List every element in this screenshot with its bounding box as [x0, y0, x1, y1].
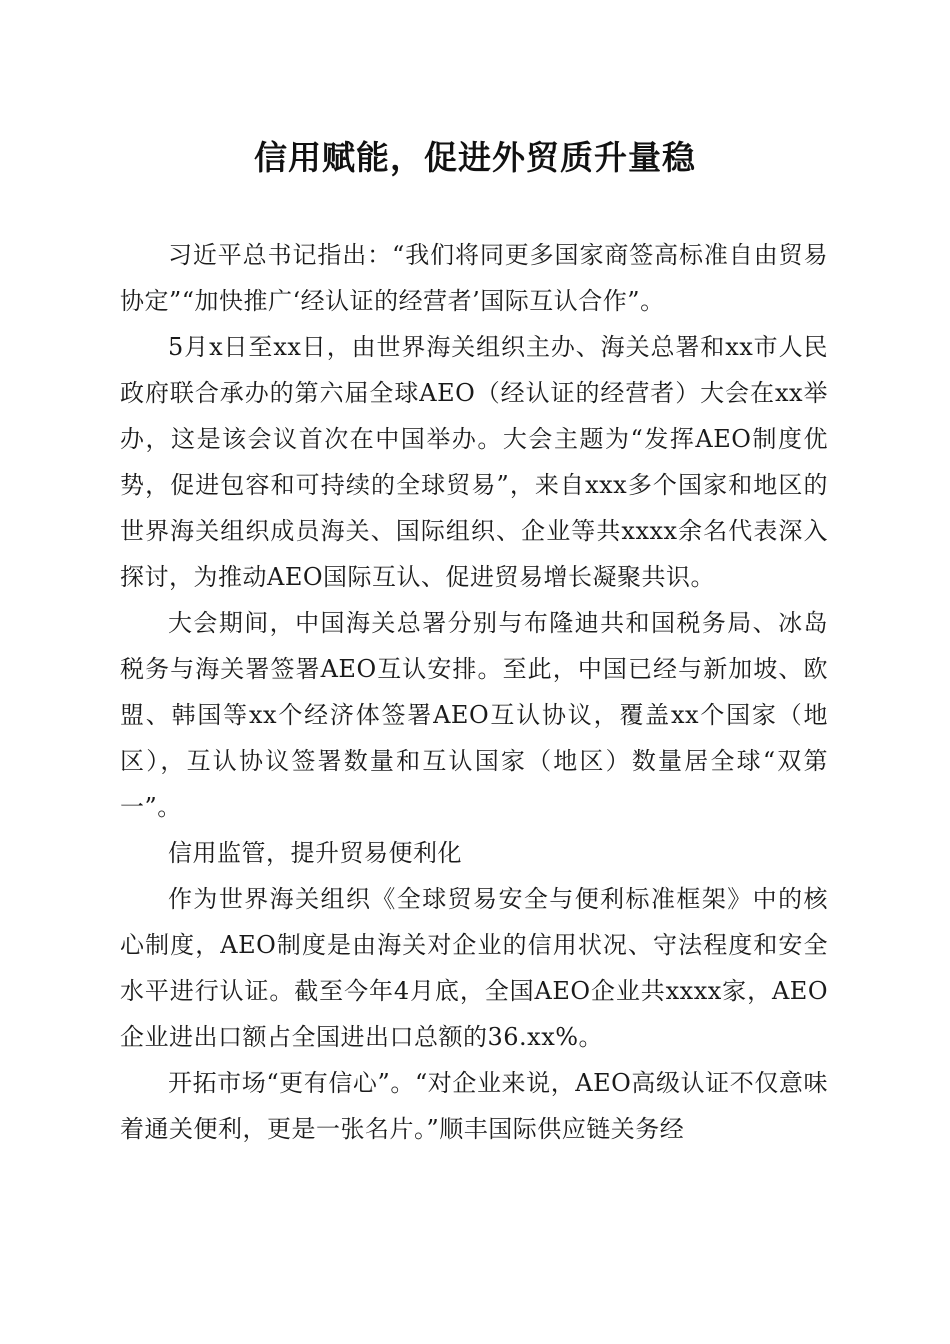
- paragraph-quote: 习近平总书记指出：“我们将同更多国家商签高标准自由贸易协定”“加快推广‘经认证的经营者’国际互认合作”。: [120, 241, 828, 315]
- section-heading-credit-supervision: 信用监管，提升贸易便利化: [168, 839, 462, 867]
- document-body: [120, 232, 828, 1152]
- paragraph-market-confidence: 开拓市场“更有信心”。“对企业来说，AEO高级认证不仅意味着通关便利，更是一张名片。”顺丰国际供应链关务经: [120, 1069, 828, 1143]
- paragraph-mutual-recognition: 大会期间，中国海关总署分别与布隆迪共和国税务局、冰岛税务与海关署签署AEO互认安排。至此，中国已经与新加坡、欧盟、韩国等xx个经济体签署AEO互认协议，覆盖xx个国家（地区），互认协议签署数量和互认国家（地区）数量居全球“双第一”。: [120, 609, 828, 821]
- paragraph-aeo-system: 作为世界海关组织《全球贸易安全与便利标准框架》中的核心制度，AEO制度是由海关对企业的信用状况、守法程度和安全水平进行认证。截至今年4月底，全国AEO企业共xxxx家，AEO企业进出口额占全国进出口总额的36.xx%。: [120, 885, 828, 1051]
- document-title: 信用赋能，促进外贸质升量稳: [254, 138, 696, 177]
- paragraph-conference: 5月x日至xx日，由世界海关组织主办、海关总署和xx市人民政府联合承办的第六届全球AEO（经认证的经营者）大会在xx举办，这是该会议首次在中国举办。大会主题为“发挥AEO制度优势，促进包容和可持续的全球贸易”，来自xxx多个国家和地区的世界海关组织成员海关、国际组织、企业等共xxxx余名代表深入探讨，为推动AEO国际互认、促进贸易增长凝聚共识。: [120, 333, 828, 591]
